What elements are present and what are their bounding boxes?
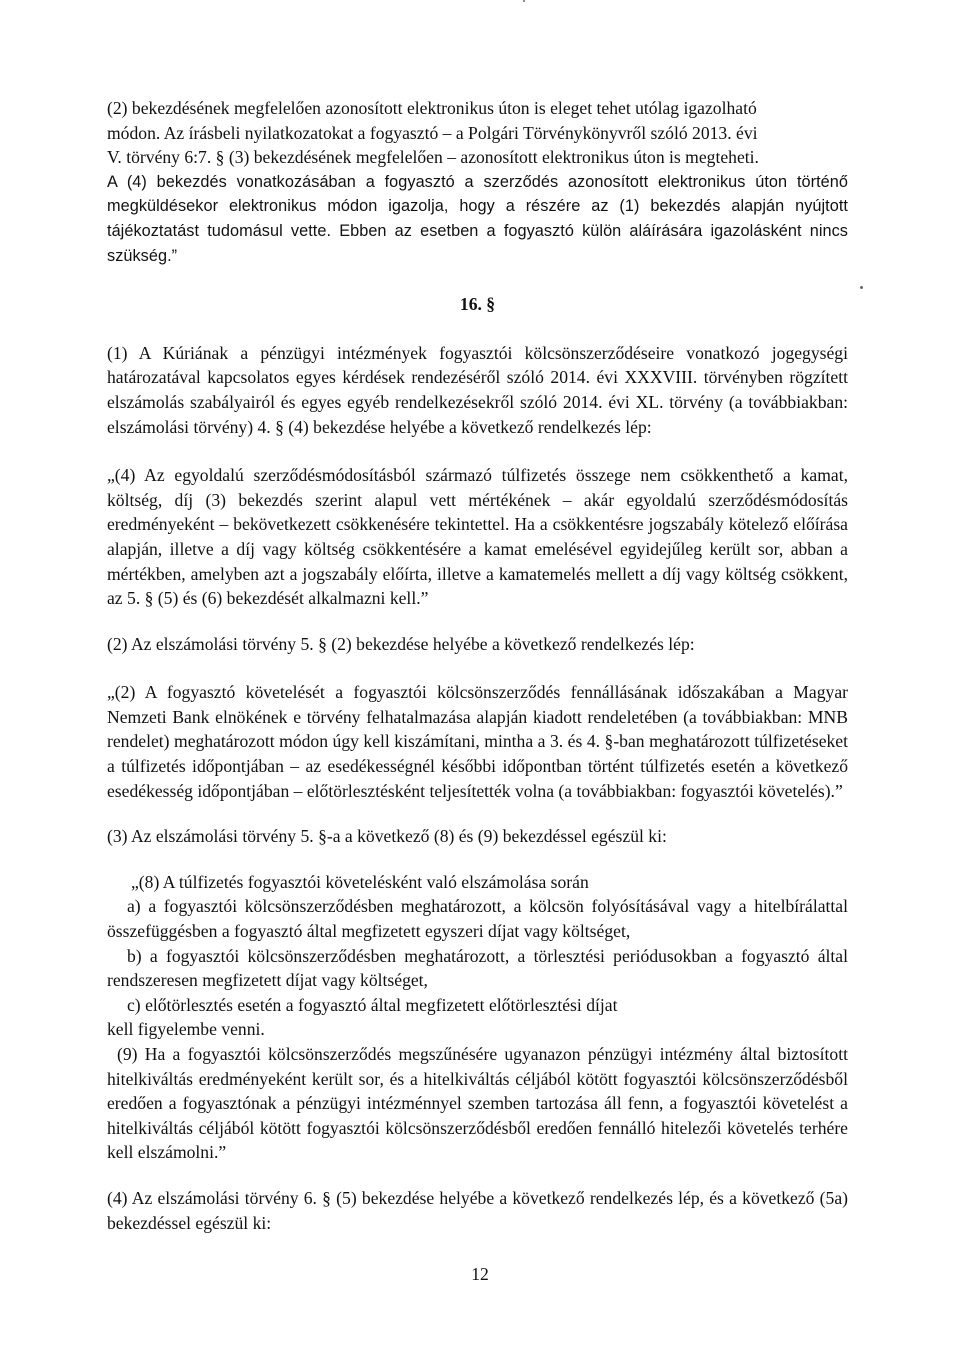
paragraph-line: (2) bekezdésének megfelelően azonosított elektronikus úton is eleget tehet utólag igazolható bbox=[107, 98, 757, 118]
paragraph-line: módon. Az írásbeli nyilatkozatokat a fogyasztó – a Polgári Törvénykönyvről szóló 2013. évi bbox=[107, 122, 758, 143]
section-16-paragraph-3: (3) Az elszámolási törvény 5. §-a a következő (8) és (9) bekezdéssel egészül ki: bbox=[107, 826, 667, 847]
quoted-provision-9: (9) Ha a fogyasztói kölcsönszerződés megszűnésére ugyanazon pénzügyi intézmény által biztosított hitelkiváltás eredményeként került sor, és a hitelkiváltás céljából kötött fogyasztói kölcsönszerződésből eredően a fogyasztónak a pénzügyi intézménnyel szemben tartozása áll fenn, a fogyasztói követelést a hitelkiváltás céljából kötött fogyasztói kölcsönszerződésből eredően fennálló hitelezői követelés terhére kell elszámolni.” bbox=[107, 1044, 848, 1163]
list-item-a: a) a fogyasztói kölcsönszerződésben meghatározott, a kölcsön folyósításával vagy a hitelbírálattal összefüggésben a fogyasztó által megfizetett egyszeri díjat vagy költséget, bbox=[107, 896, 848, 942]
section-heading: 16. § bbox=[459, 294, 496, 315]
section-16-paragraph-2: (2) Az elszámolási törvény 5. § (2) bekezdése helyébe a következő rendelkezés lép: bbox=[107, 633, 695, 654]
scan-speck bbox=[860, 286, 863, 289]
paragraph-4-reference: A (4) bekezdés vonatkozásában a fogyasztó a szerződés azonosított elektronikus úton történő megküldésekor elektronikus módon igazolja, hogy a részére az (1) bekezdés alapján nyújtott tájékoztatást tudomásul vette. Ebben az esetben a fogyasztó külön aláírására igazolásként nincs szükség.” bbox=[107, 172, 848, 265]
section-16-paragraph-4: (4) Az elszámolási törvény 6. § (5) bekezdése helyébe a következő rendelkezés lép, és a következő (5a) bekezdéssel egészül ki: bbox=[107, 1187, 848, 1233]
paragraph-line: V. törvény 6:7. § (3) bekezdésének megfelelően – azonosított elektronikus úton is megteheti. bbox=[107, 147, 759, 168]
body-text bbox=[107, 96, 848, 1235]
page-number: 12 bbox=[471, 1264, 489, 1284]
list-item-c: c) előtörlesztés esetén a fogyasztó által megfizetett előtörlesztési díjat bbox=[127, 994, 618, 1015]
section-16-paragraph-1: (1) A Kúriának a pénzügyi intézmények fogyasztói kölcsönszerződéseire vonatkozó jogegységi határozatával kapcsolatos egyes kérdések rendezéséről szóló 2014. évi XXXVIII. törvényben rögzített elszámolás szabályairól és egyes egyéb rendelkezésekről szóló 2014. évi XL. törvény (a továbbiakban: elszámolási törvény) 4. § (4) bekezdése helyébe a következő rendelkezés lép: bbox=[107, 342, 848, 437]
list-item-c-continuation: kell figyelembe venni. bbox=[107, 1019, 265, 1040]
list-item-b: b) a fogyasztói kölcsönszerződésben meghatározott, a törlesztési periódusokban a fogyasztó által rendszeresen megfizetett díjat vagy költséget, bbox=[107, 945, 848, 991]
quoted-provision-8-intro: „(8) A túlfizetés fogyasztói követelésként való elszámolása során bbox=[131, 871, 589, 892]
quoted-provision-2: „(2) A fogyasztó követelését a fogyasztói kölcsönszerződés fennállásának időszakában a Magyar Nemzeti Bank elnökének e törvény felhatalmazása alapján kiadott rendeletében (a továbbiakban: MNB rendelet) meghatározott módon úgy kell kiszámítani, mintha a 3. és 4. §-ban meghatározott túlfizetéseket a túlfizetés időpontjában – az esedékességnél későbbi időpontban történt túlfizetés esetén a következő esedékesség időpontjában – előtörlesztésként teljesítették volna (a továbbiakban: fogyasztói követelés).” bbox=[107, 682, 848, 801]
quoted-provision-4: „(4) Az egyoldalú szerződésmódosításból származó túlfizetés összege nem csökkenthető a kamat, költség, díj (3) bekezdés szerint alapul vett mértékének – akár egyoldalú szerződésmódosítás eredményeként – bekövetkezett csökkenésére tekintettel. Ha a csökkentésre jogszabály kötelező előírása alapján, illetve a díj vagy költség csökkentésére a kamat emelésével egyidejűleg került sor, abban a mértékben, amelyben azt a jogszabály előírta, illetve a kamatemelés mellett a díj vagy költség csökkent, az 5. § (5) és (6) bekezdését alkalmazni kell.” bbox=[107, 465, 848, 609]
scan-speck bbox=[523, 0, 525, 2]
